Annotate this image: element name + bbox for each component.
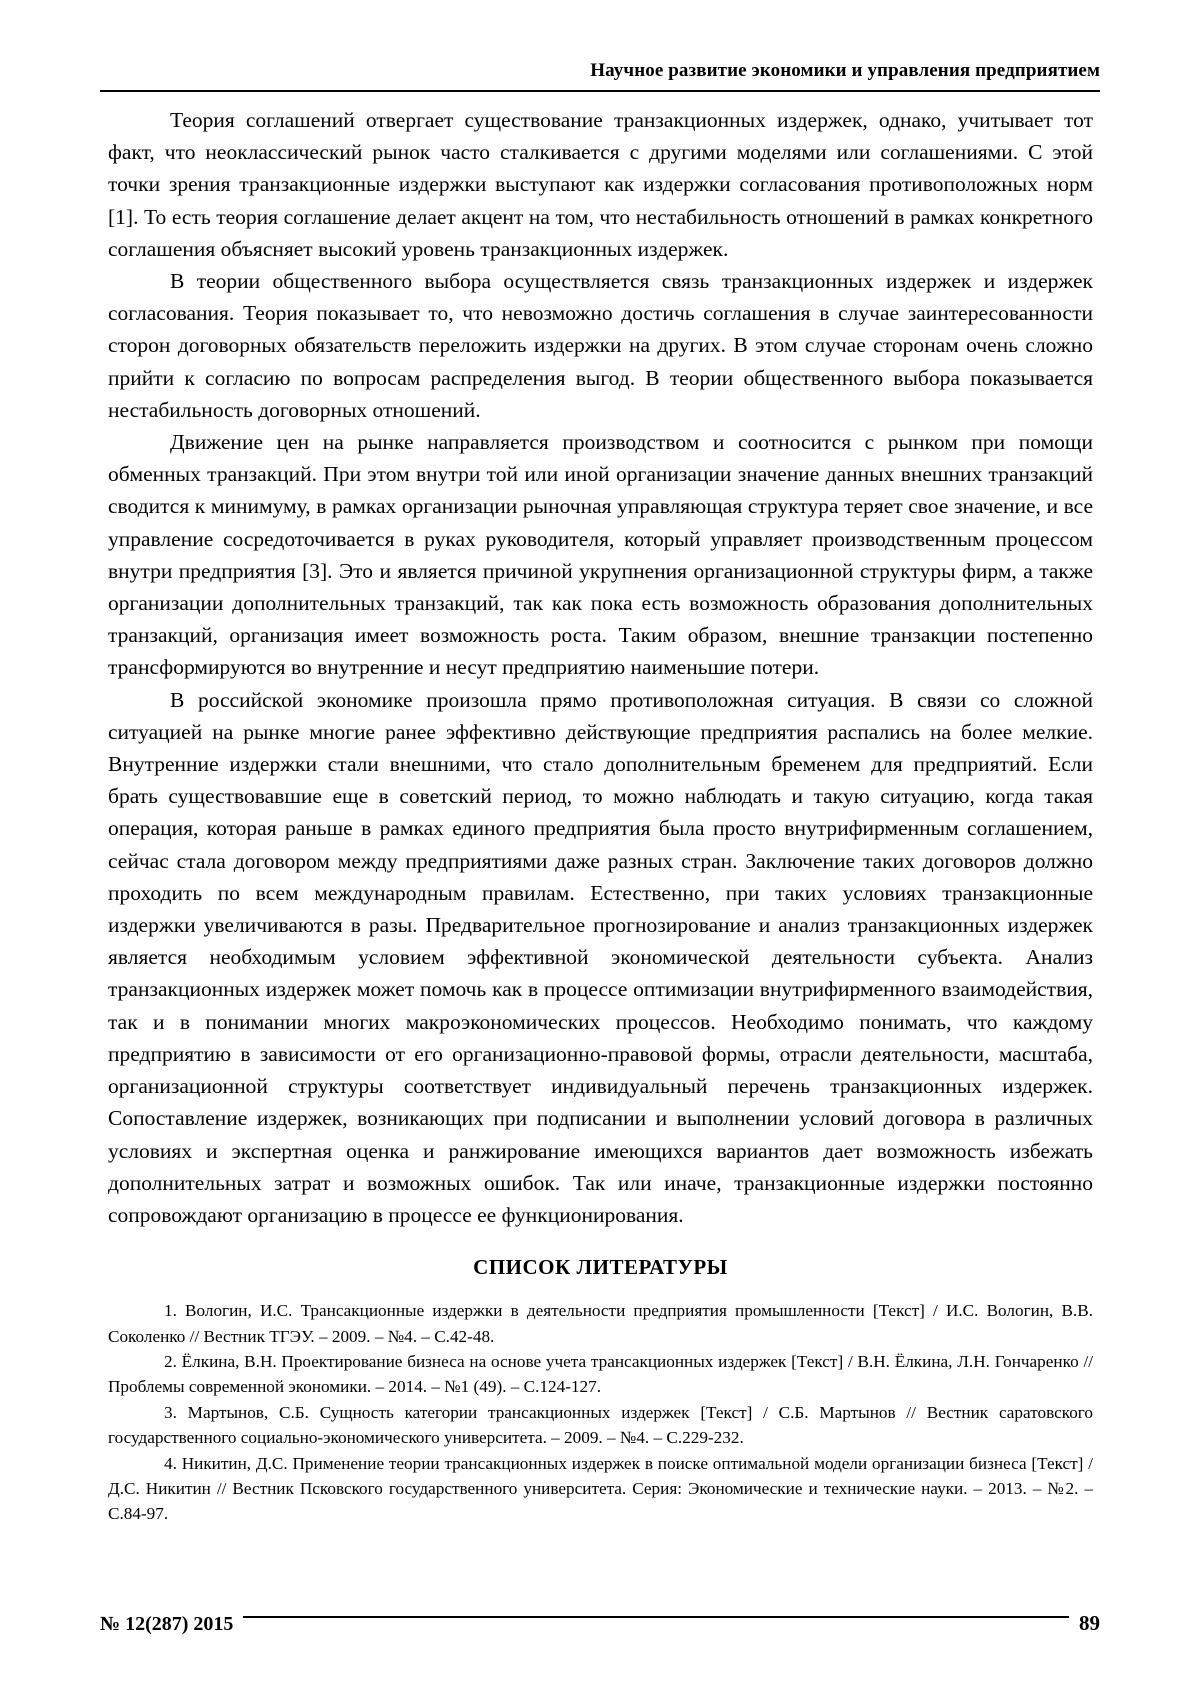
reference-item: 4. Никитин, Д.С. Применение теории трансакционных издержек в поиске оптимальной модели организации бизнеса [Текст] / Д.С. Никитин // Вестник Псковского государственного университета. Серия: Экономические и технические науки. – 2013. – №2. – С.84-97.	[108, 1453, 1093, 1524]
page-number: 89	[1069, 1611, 1100, 1636]
page-content	[108, 104, 1093, 1527]
reference-item: 1. Вологин, И.С. Трансакционные издержки в деятельности предприятия промышленности [Текст] / И.С. Вологин, В.В. Соколенко // Вестник ТГЭУ. – 2009. – №4. – С.42-48.	[108, 1301, 1093, 1346]
running-header: Научное развитие экономики и управления предприятием	[590, 60, 1100, 81]
footer-divider	[100, 1616, 1100, 1618]
issue-label: № 12(287) 2015	[100, 1613, 243, 1636]
header-divider	[100, 90, 1100, 92]
body-paragraph: В теории общественного выбора осуществляется связь транзакционных издержек и издержек согласования. Теория показывает то, что невозможно достичь соглашения в случае заинтересованности сторон договорных обязательств переложить издержки на других. В этом случае сторонам очень сложно прийти к согласию по вопросам распределения выгод. В теории общественного выбора показывается нестабильность договорных отношений.	[108, 269, 1093, 422]
reference-item: 3. Мартынов, С.Б. Сущность категории трансакционных издержек [Текст] / С.Б. Мартынов // Вестник саратовского государственного социально-экономического университета. – 2009. – №4. – С.229-232.	[108, 1402, 1093, 1448]
body-paragraph: Теория соглашений отвергает существование транзакционных издержек, однако, учитывает тот факт, что неоклассический рынок часто сталкивается с другими моделями или соглашениями. С этой точки зрения транзакционные издержки выступают как издержки согласования противоположных норм [1]. То есть теория соглашение делает акцент на том, что нестабильность отношений в рамках конкретного соглашения объясняет высокий уровень транзакционных издержек.	[108, 108, 1093, 261]
references-heading: СПИСОК ЛИТЕРАТУРЫ	[473, 1255, 728, 1280]
body-paragraph: В российской экономике произошла прямо противоположная ситуация. В связи со сложной ситуацией на рынке многие ранее эффективно действующие предприятия распались на более мелкие. Внутренние издержки стали внешними, что стало дополнительным бременем для предприятий. Если брать существовавшие еще в советский период, то можно наблюдать и такую ситуацию, когда такая операция, которая раньше в рамках единого предприятия была просто внутрифирменным соглашением, сейчас стала договором между предприятиями даже разных стран. Заключение таких договоров должно проходить по всем международным правилам. Естественно, при таких условиях транзакционные издержки увеличиваются в разы. Предварительное прогнозирование и анализ транзакционных издержек является необходимым условием эффективной экономической деятельности субъекта. Анализ транзакционных издержек может помочь как в процессе оптимизации внутрифирменного взаимодействия, так и в понимании многих макроэкономических процессов. Необходимо понимать, что каждому предприятию в зависимости от его организационно-правовой формы, отрасли деятельности, масштаба, организационной структуры соответствует индивидуальный перечень транзакционных издержек. Сопоставление издержек, возникающих при подписании и выполнении условий договора в различных условиях и экспертная оценка и ранжирование имеющихся вариантов дает возможность избежать дополнительных затрат и возможных ошибок. Так или иначе, транзакционные издержки постоянно сопровождают организацию в процессе ее функционирования.	[108, 687, 1093, 1227]
reference-item: 2. Ёлкина, В.Н. Проектирование бизнеса на основе учета трансакционных издержек [Текст] / В.Н. Ёлкина, Л.Н. Гончаренко // Проблемы современной экономики. – 2014. – №1 (49). – С.124-127.	[108, 1351, 1093, 1397]
body-paragraph: Движение цен на рынке направляется производством и соотносится с рынком при помощи обменных транзакций. При этом внутри той или иной организации значение данных внешних транзакций сводится к минимуму, в рамках организации рыночная управляющая структура теряет свое значение, и все управление сосредоточивается в руках руководителя, который управляет производственным процессом внутри предприятия [3]. Это и является причиной укрупнения организационной структуры фирм, а также организации дополнительных транзакций, так как пока есть возможность образования дополнительных транзакций, организация имеет возможность роста. Таким образом, внешние транзакции постепенно трансформируются во внутренние и несут предприятию наименьшие потери.	[108, 430, 1093, 680]
